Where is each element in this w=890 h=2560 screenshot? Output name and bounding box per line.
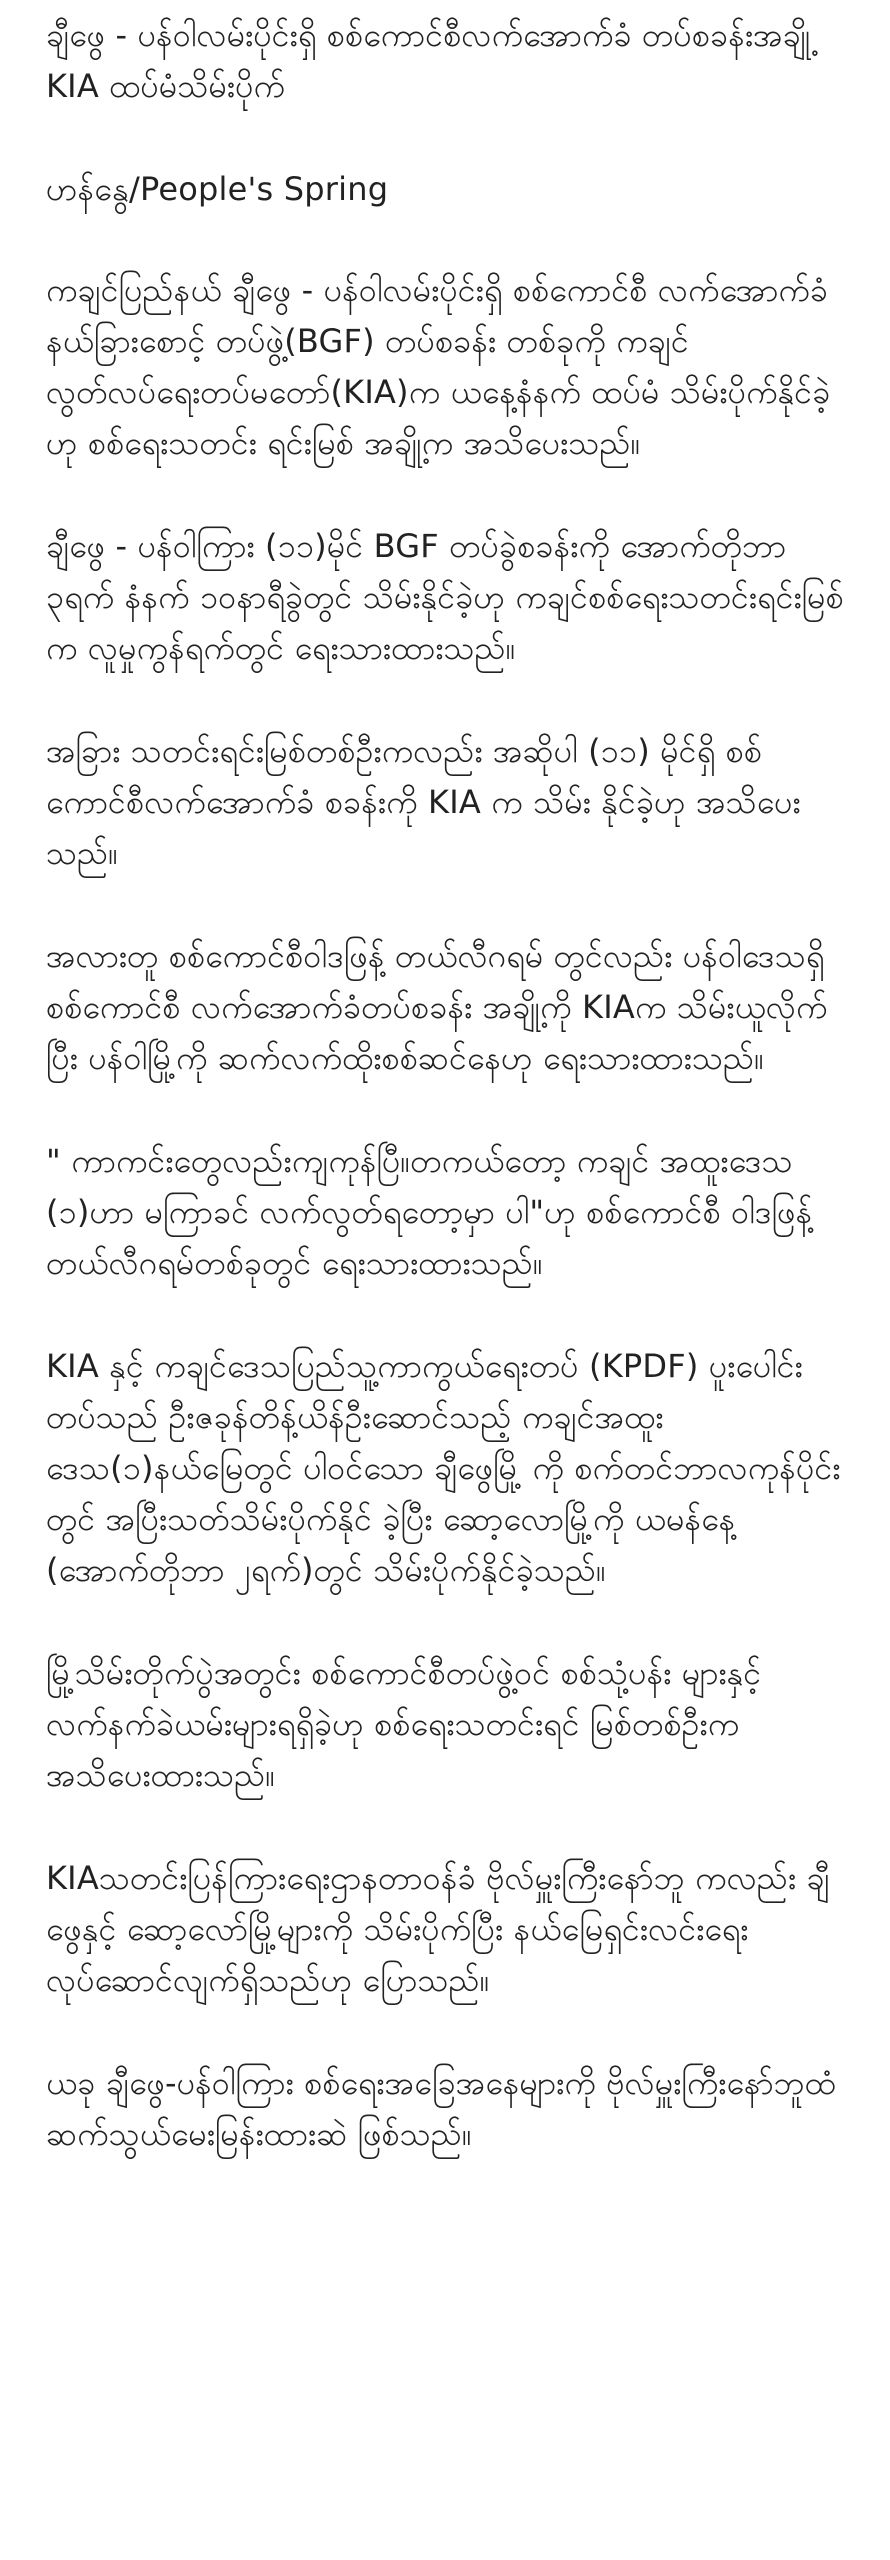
article-paragraph: KIAသတင်းပြန်ကြားရေးဌာနတာဝန်ခံ ဗိုလ်မှူးကြီးနော်ဘူ ကလည်း ချီဖွေနှင့် ဆော့လော်မြို့များကို သိမ်းပိုက်ပြီး နယ်မြေရှင်းလင်းရေး လုပ်ဆောင်လျက်ရှိသည်ဟု ပြောသည်။ xyxy=(46,1859,830,1999)
article-paragraph: ယခု ချီဖွေ-ပန်ဝါကြား စစ်ရေးအခြေအနေများကို ဗိုလ်မှူးကြီးနော်ဘူထံ ဆက်သွယ်မေးမြန်းထားဆဲ ဖြစ်သည်။ xyxy=(46,2064,836,2153)
article-paragraph: အလားတူ စစ်ကောင်စီဝါဒဖြန့် တယ်လီဂရမ် တွင်လည်း ပန်ဝါဒေသရှိ စစ်ကောင်စီ လက်အောက်ခံတပ်စခန်း အချို့ကို KIAက သိမ်းယူလိုက်ပြီး ပန်ဝါမြို့ကို ဆက်လက်ထိုးစစ်ဆင်နေဟု ရေးသားထားသည်။ xyxy=(46,937,828,1077)
article-title: ချီဖွေ - ပန်ဝါလမ်းပိုင်းရှိ စစ်ကောင်စီလက်အောက်ခံ တပ်စခန်းအချို့ KIA ထပ်မံသိမ်းပိုက် xyxy=(46,16,811,105)
article-paragraph: ကချင်ပြည်နယ် ချီဖွေ - ပန်ဝါလမ်းပိုင်းရှိ စစ်ကောင်စီ လက်အောက်ခံ နယ်ခြားစောင့် တပ်ဖွဲ့(BGF) တပ်စခန်း တစ်ခုကို ကချင် လွတ်လပ်ရေးတပ်မတော်(KIA)က ယနေ့နံနက် ထပ်မံ သိမ်းပိုက်နိုင်ခဲ့ဟု စစ်ရေးသတင်း ရင်းမြစ် အချို့က အသိပေးသည်။ xyxy=(46,271,831,462)
article-paragraph: ချီဖွေ - ပန်ဝါကြား (၁၁)မိုင် BGF တပ်ခွဲစခန်းကို အောက်တိုဘာ ၃ရက် နံနက် ၁၀နာရီခွဲတွင် သိမ်းနိုင်ခဲ့ဟု ကချင်စစ်ရေးသတင်းရင်းမြစ်က လူမှုကွန်ရက်တွင် ရေးသားထားသည်။ xyxy=(46,527,844,667)
article-paragraph: အခြား သတင်းရင်းမြစ်တစ်ဦးကလည်း အဆိုပါ (၁၁) မိုင်ရှိ စစ်ကောင်စီလက်အောက်ခံ စခန်းကို KIA က သိမ်း နိုင်ခဲ့ဟု အသိပေးသည်။ xyxy=(46,732,801,872)
article-paragraph: KIA နှင့် ကချင်ဒေသပြည်သူ့ကာကွယ်ရေးတပ် (KPDF) ပူးပေါင်းတပ်သည် ဦးဇခုန်တိန့်ယိန်ဦးဆောင်သည့် ကချင်အထူးဒေသ(၁)နယ်မြေတွင် ပါဝင်သော ချီဖွေမြို့ ကို စက်တင်ဘာလကုန်ပိုင်းတွင် အပြီးသတ်သိမ်းပိုက်နိုင် ခဲ့ပြီး ဆော့လောမြို့ကို ယမန်နေ့ (အောက်တိုဘာ ၂ရက်)တွင် သိမ်းပိုက်နိုင်ခဲ့သည်။ xyxy=(46,1347,841,1589)
article-byline: ဟန်နွေ/People's Spring xyxy=(46,170,389,208)
article-paragraph: မြို့သိမ်းတိုက်ပွဲအတွင်း စစ်ကောင်စီတပ်ဖွဲ့ဝင် စစ်သုံ့ပန်း များနှင့် လက်နက်ခဲယမ်းများရရှိခဲ့ဟု စစ်ရေးသတင်းရင် မြစ်တစ်ဦးက အသိပေးထားသည်။ xyxy=(46,1654,762,1794)
article-paragraph: " ကာကင်းတွေလည်းကျကုန်ပြီ။တကယ်တော့ ကချင် အထူးဒေသ (၁)ဟာ မကြာခင် လက်လွတ်ရတော့မှာ ပါ"ဟု စစ်ကောင်စီ ဝါဒဖြန့် တယ်လီဂရမ်တစ်ခုတွင် ရေးသားထားသည်။ xyxy=(46,1142,813,1282)
